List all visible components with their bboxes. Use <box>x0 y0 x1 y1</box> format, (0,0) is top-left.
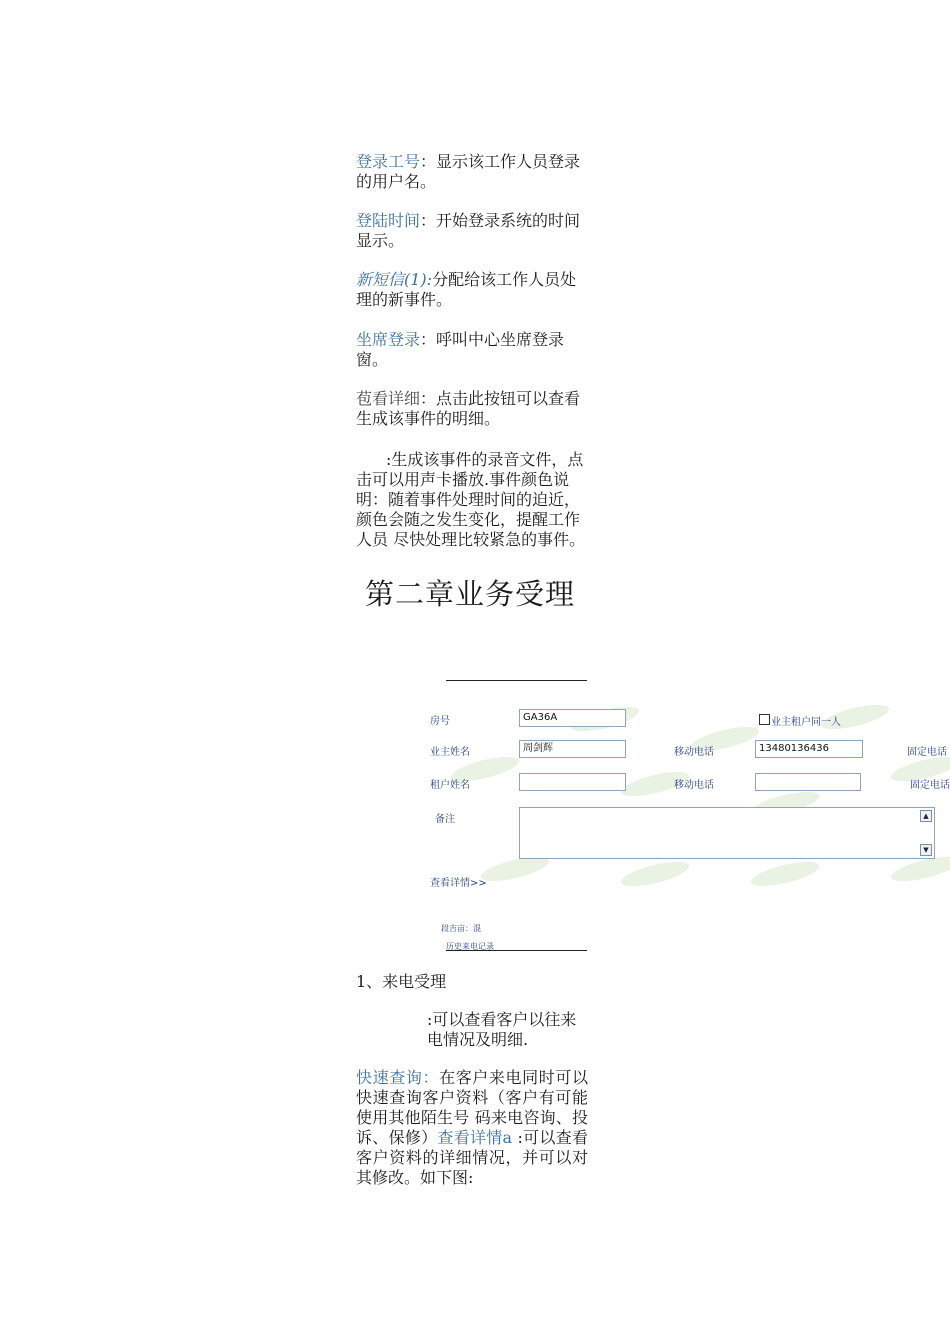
desc-seat-login: ：呼叫中心坐席登录窗。 <box>356 330 565 369</box>
scroll-up-icon[interactable]: ▲ <box>920 810 932 822</box>
owner-mobile-label: 移动电话 <box>674 747 714 758</box>
owner-fixed-label: 固定电话 <box>907 747 947 758</box>
room-label: 房号 <box>430 716 450 727</box>
history-call-link[interactable]: 历史来电记录 <box>446 942 494 951</box>
bg-decoration <box>619 857 691 890</box>
desc-recording: :生成该事件的录音文件，点击可以用声卡播放.事件颜色说明：随着事件处理时间的迫近，颜色会随之发生变化，提醒工作人员 尽快处理比较紧急的事件。 <box>356 450 586 549</box>
paragraph-login-time <box>356 211 588 251</box>
tenant-mobile-label: 移动电话 <box>674 780 714 791</box>
bg-decoration <box>749 857 821 890</box>
paragraph-view-detail <box>356 389 588 429</box>
tenant-name-input[interactable] <box>519 773 626 791</box>
term-login-id: 登录工号 <box>356 152 421 171</box>
desc-view-detail: ：点击此按钮可以查看生成该事件的明细。 <box>356 389 581 428</box>
remark-label: 备注 <box>435 814 455 825</box>
desc-quick-query: 在客户来电同时可以快速查询客户资料（客户有可能使用其他陌生号 码来电咨询、投诉、保修） <box>356 1068 588 1147</box>
paragraph-seat-login <box>356 330 588 370</box>
same-person-checkbox[interactable] <box>759 714 770 725</box>
term-login-time: 登陆时间 <box>356 211 421 230</box>
tenant-name-label: 租户姓名 <box>430 780 470 791</box>
term-seat-login: 坐席登录 <box>356 330 421 349</box>
chapter-title: 第二章业务受理 <box>365 577 576 611</box>
customer-form <box>420 700 950 890</box>
remark-scrollbar[interactable] <box>920 810 932 856</box>
desc-login-id: ：显示该工作人员登录的用户名。 <box>356 152 581 191</box>
same-person-label: 业主租户同一人 <box>771 717 841 728</box>
tenant-mobile-input[interactable] <box>755 773 861 791</box>
history-description: :可以查看客户以往来电情况及明细. <box>427 1010 577 1049</box>
room-input[interactable]: GA36A <box>519 709 626 727</box>
owner-mobile-input[interactable]: 13480136436 <box>755 740 863 758</box>
divider-top <box>446 680 587 681</box>
term-new-sms: 新短信(1): <box>356 270 433 289</box>
owner-name-input[interactable]: 周剑辉 <box>519 740 626 758</box>
desc-new-sms: 分配给该工作人员处理的新事件。 <box>356 270 577 309</box>
tenant-fixed-label: 固定电话 <box>910 780 950 791</box>
owner-name-label: 业主姓名 <box>430 747 470 758</box>
term-view-detail-a: 查看详情a <box>437 1128 513 1147</box>
scroll-down-icon[interactable]: ▼ <box>920 844 932 856</box>
paragraph-login-id <box>356 152 588 192</box>
section-heading: 1、来电受理 <box>356 972 447 991</box>
term-view-detail: 苞看详细 <box>356 389 421 408</box>
status-text: 段吉亩：混 <box>441 924 481 933</box>
paragraph-recording <box>356 450 588 550</box>
divider-bottom <box>446 950 587 951</box>
desc-login-time: ：开始登录系统的时间显示。 <box>356 211 581 250</box>
term-quick-query: 快速查询： <box>356 1068 440 1087</box>
paragraph-new-sms <box>356 270 588 310</box>
view-detail-link[interactable]: 查看详情>> <box>430 878 487 889</box>
remark-textarea[interactable] <box>519 807 935 859</box>
paragraph-quick-query <box>356 1068 588 1188</box>
desc-view-detail-a: :可以查看客户资料的详细情况，并可以对其修改。如下图: <box>356 1128 588 1187</box>
